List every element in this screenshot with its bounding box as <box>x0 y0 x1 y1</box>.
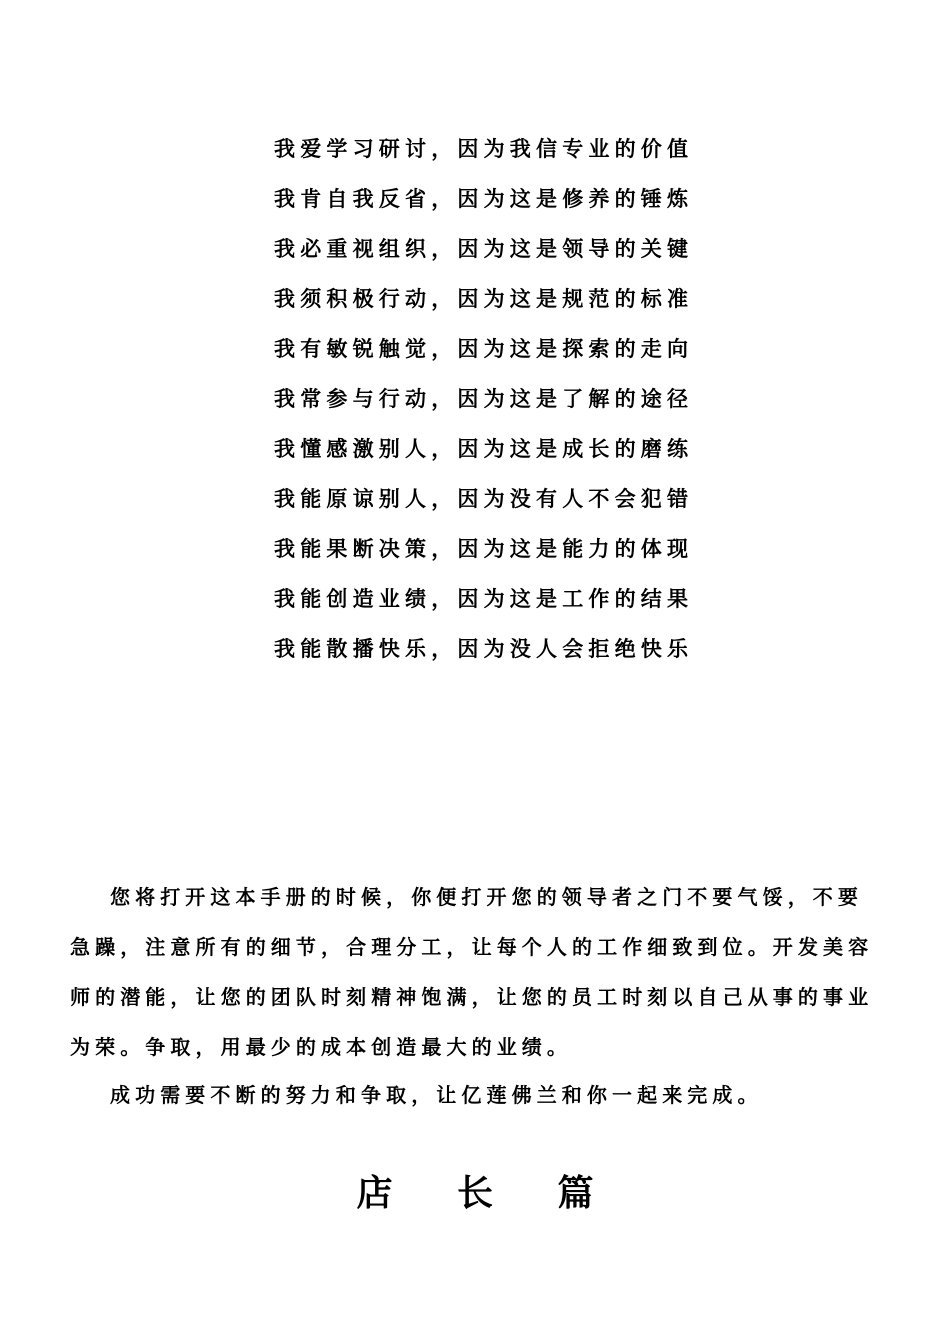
pledge-list <box>274 131 694 681</box>
pledge-line: 我常参与行动，因为这是了解的途径 <box>274 386 694 411</box>
pledge-line: 我能原谅别人，因为没有人不会犯错 <box>274 486 694 511</box>
pledge-line: 我须积极行动，因为这是规范的标准 <box>274 286 694 311</box>
pledge-line: 我肯自我反省，因为这是修养的锤炼 <box>274 186 694 211</box>
pledge-line: 我能散播快乐，因为没人会拒绝快乐 <box>274 636 694 661</box>
section-title: 店 长 篇 <box>356 1172 620 1214</box>
closing-paragraph: 成功需要不断的努力和争取，让亿莲佛兰和你一起来完成。 <box>110 1083 763 1107</box>
pledge-line: 我能果断决策，因为这是能力的体现 <box>274 536 694 561</box>
intro-paragraph: 您将打开这本手册的时候，你便打开您的领导者之门不要气馁，不要急躁，注意所有的细节，合理分工，让每个人的工作细致到位。开发美容师的潜能，让您的团队时刻精神饱满，让您的员工时刻以自己从事的事业为荣。争取，用最少的成本创造最大的业绩。 <box>70 885 874 1059</box>
pledge-line: 我必重视组织，因为这是领导的关键 <box>274 236 694 261</box>
pledge-line: 我有敏锐触觉，因为这是探索的走向 <box>274 336 694 361</box>
pledge-line: 我能创造业绩，因为这是工作的结果 <box>274 586 694 611</box>
intro-section <box>70 872 885 1072</box>
pledge-line: 我爱学习研讨，因为我信专业的价值 <box>274 136 694 161</box>
pledge-line: 我懂感激别人，因为这是成长的磨练 <box>274 436 694 461</box>
